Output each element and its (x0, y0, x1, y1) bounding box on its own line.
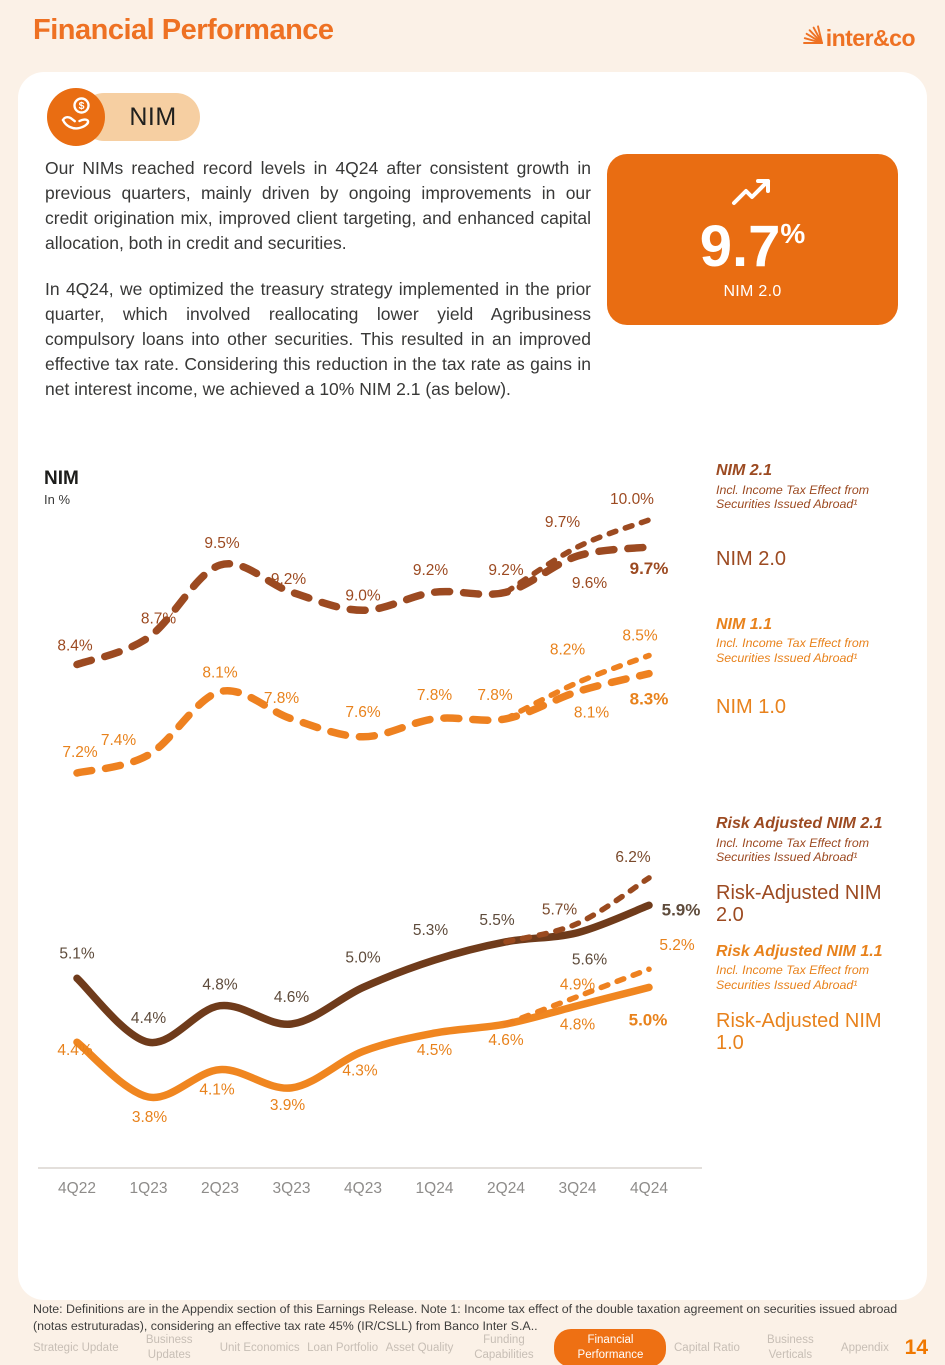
nim20-label: 9.6% (571, 575, 608, 592)
ra20-label: 5.0% (345, 949, 381, 967)
section-badge-circle (47, 88, 105, 146)
metric-label: NIM 2.0 (723, 282, 782, 300)
nim10-label: 8.1% (202, 664, 238, 682)
chart-title: NIM (44, 468, 79, 489)
legend-item (716, 548, 911, 570)
legend-item (716, 943, 911, 993)
nim10-label: 7.2% (62, 744, 98, 761)
nim20-label: 9.2% (412, 562, 449, 580)
legend-subtitle: Incl. Income Tax Effect from Securities Issued Abroad¹ (716, 963, 870, 993)
x-axis-label: 3Q23 (272, 1180, 311, 1197)
ra20-label: 5.9% (661, 900, 701, 920)
legend-label: NIM 2.0 (716, 547, 787, 570)
legend-label: Risk-Adjusted NIM 2.0 (716, 881, 882, 926)
legend-label: NIM 1.0 (716, 695, 787, 718)
tab-loan-portfolio[interactable]: Loan Portfolio (307, 1341, 379, 1354)
nim21-label: 9.7% (544, 514, 581, 531)
ra10-label: 3.8% (131, 1109, 168, 1126)
legend-top (716, 462, 911, 748)
nim20-label: 8.7% (140, 610, 177, 628)
legend-item (716, 1010, 911, 1054)
x-axis-label: 4Q23 (344, 1180, 382, 1197)
nim10-label: 8.1% (573, 704, 610, 722)
footer-nav (33, 1331, 889, 1365)
legend-subtitle: Incl. Income Tax Effect from Securities Issued Abroad¹ (716, 636, 870, 666)
x-axis-label: 4Q22 (58, 1180, 96, 1197)
x-axis-label: 1Q24 (415, 1180, 454, 1197)
nim10-label: 7.8% (416, 686, 453, 704)
ra20-label: 4.8% (202, 976, 238, 994)
nim-line-charts (30, 460, 730, 1220)
ra21-label: 5.7% (541, 901, 578, 919)
metric-unit: % (780, 217, 806, 249)
legend-label: NIM 1.1 (716, 615, 773, 633)
nim20-label: 9.2% (488, 562, 524, 580)
nim-highlight-card (607, 154, 898, 325)
tab-capital-ratio[interactable]: Capital Ratio (674, 1341, 740, 1354)
legend-item (716, 815, 911, 865)
body-text (45, 156, 591, 402)
nim10-label: 8.3% (629, 689, 669, 709)
ra20-label: 5.3% (412, 922, 449, 940)
legend-item (716, 882, 911, 926)
tab-appendix[interactable]: Appendix (840, 1341, 889, 1354)
ra10-label: 4.6% (488, 1032, 524, 1049)
nim10-line (77, 674, 649, 773)
legend-label: Risk Adjusted NIM 2.1 (716, 815, 883, 832)
page-number: 14 (904, 1336, 928, 1359)
ra10-label: 4.8% (559, 1016, 596, 1034)
ra11-label: 5.2% (659, 937, 695, 955)
legend-item (716, 696, 911, 718)
nim10-label: 7.8% (477, 686, 513, 704)
legend-bottom (716, 815, 911, 1071)
nim20-label: 9.5% (204, 535, 240, 553)
tab-business-verticals[interactable]: Business Verticals (767, 1334, 814, 1361)
x-axis-label: 2Q23 (201, 1180, 239, 1197)
interco-logo (802, 24, 915, 53)
hand-coin-icon (56, 95, 96, 140)
x-axis-label: 4Q24 (630, 1180, 668, 1197)
ra10-label: 4.5% (416, 1042, 453, 1060)
paragraph-2: In 4Q24, we optimized the treasury strategy implemented in the prior quarter, which involved reallocating lower yield Agribusiness compulsory loans into other securities. This resulted in an improved effective tax rate. Considering this reduction in the tax rate as gains in net interest income, we achieved a 10% NIM 2.1 (as below). (45, 279, 591, 400)
ra21-label: 6.2% (615, 848, 651, 866)
ra10-label: 3.9% (269, 1096, 306, 1114)
ra20-label: 5.1% (59, 945, 95, 963)
metric-value (699, 213, 806, 279)
nim20-label: 9.0% (345, 587, 381, 605)
tab-asset-quality[interactable]: Asset Quality (385, 1341, 454, 1354)
trending-up-icon (730, 179, 776, 212)
paragraph-1: Our NIMs reached record levels in 4Q24 after consistent growth in previous quarters, mainly driven by ongoing improvements in our credit origination mix, improved client targeting, and enhanced capital allocation, both in credit and securities. (45, 158, 591, 254)
ra11-label: 4.9% (559, 976, 596, 994)
ra20-label: 4.6% (273, 989, 310, 1006)
legend-label: NIM 2.1 (716, 462, 773, 479)
svg-text:$: $ (78, 99, 85, 112)
nim21-label: 10.0% (610, 490, 654, 508)
section-badge-label: NIM (129, 102, 177, 131)
legend-label: Risk-Adjusted NIM 1.0 (716, 1009, 882, 1054)
x-axis-label: 1Q23 (129, 1180, 168, 1197)
ra20-label: 4.4% (130, 1010, 167, 1028)
metric-number: 9.7 (699, 213, 781, 279)
x-axis-label: 3Q24 (558, 1180, 597, 1197)
tab-financial-performance[interactable]: Financial Performance (554, 1329, 666, 1365)
nim20-label: 8.4% (57, 637, 93, 655)
tab-strategic-update[interactable]: Strategic Update (33, 1341, 119, 1354)
nim10-label: 7.4% (100, 731, 137, 749)
ra20-label: 5.5% (479, 911, 515, 929)
footnote: Note: Definitions are in the Appendix section of this Earnings Release. Note 1: Income tax effect of the double taxation agreement on securities issued abroad (notas estruturadas), considering an effective tax rate 45% (IR/CSLL) from Banco Inter S.A.. (33, 1302, 898, 1334)
chart-unit-label: In % (44, 492, 71, 507)
nim20-label: 9.2% (270, 571, 307, 589)
x-axis-label: 2Q24 (487, 1180, 525, 1197)
page-title: Financial Performance (33, 14, 334, 46)
ra10-label: 5.0% (628, 1010, 668, 1030)
tab-business-updates[interactable]: Business Updates (145, 1334, 193, 1361)
logo-rays-icon (802, 24, 824, 53)
ra10-label: 4.4% (57, 1042, 93, 1060)
tab-unit-economics[interactable]: Unit Economics (219, 1341, 300, 1354)
nim11-label: 8.5% (622, 627, 658, 645)
ra20-label: 5.6% (571, 951, 608, 969)
tab-funding-capabilities[interactable]: Funding Capabilities (474, 1334, 534, 1361)
legend-label: Risk Adjusted NIM 1.1 (716, 942, 883, 960)
legend-subtitle: Incl. Income Tax Effect from Securities Issued Abroad¹ (716, 482, 870, 512)
legend-item (716, 616, 911, 666)
ra10-label: 4.3% (342, 1062, 378, 1080)
ra10-label: 4.1% (199, 1081, 235, 1099)
nim11-label: 8.2% (549, 641, 586, 659)
legend-subtitle: Incl. Income Tax Effect from Securities Issued Abroad¹ (716, 835, 870, 865)
nim10-label: 7.6% (345, 703, 381, 721)
nim20-label: 9.7% (629, 559, 669, 578)
chart-header (44, 468, 79, 507)
legend-item (716, 462, 911, 512)
nim10-label: 7.8% (263, 689, 300, 707)
logo-wordmark: inter&co (825, 25, 915, 51)
